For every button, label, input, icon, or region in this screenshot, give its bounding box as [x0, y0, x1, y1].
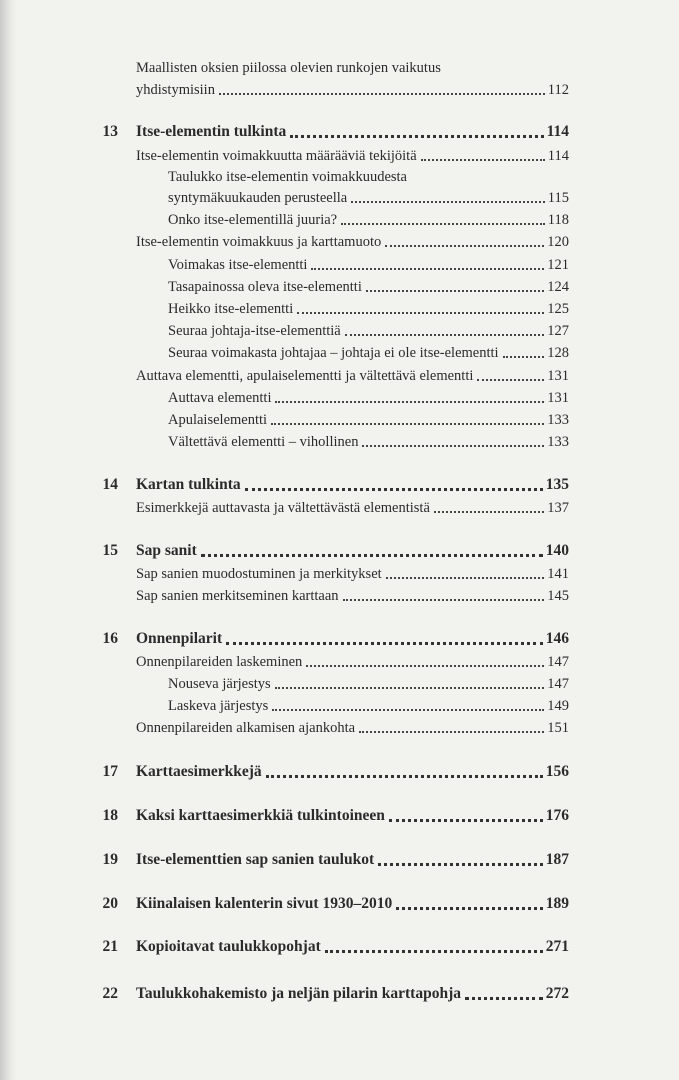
- dot-leader: [421, 145, 545, 161]
- dot-leader: [325, 936, 543, 953]
- page-number: 133: [547, 434, 569, 450]
- dot-leader: [359, 717, 544, 733]
- dot-leader: [351, 187, 545, 203]
- toc-chapter: [102, 121, 569, 143]
- chapter-title: Sap sanit: [136, 542, 197, 559]
- dot-leader: [396, 893, 543, 910]
- toc-subentry: Seuraa johtaja-itse-elementtiä 127: [168, 320, 569, 342]
- page-number: 131: [547, 368, 569, 384]
- toc-subentry: Laskeva järjestys 149: [168, 695, 569, 717]
- chapter-title: Onnenpilarit: [136, 630, 223, 647]
- page-number: 120: [547, 234, 569, 250]
- dot-leader: [266, 761, 543, 778]
- dot-leader: [290, 121, 543, 138]
- chapter-number: 18: [102, 807, 118, 824]
- page-number: 115: [547, 190, 569, 206]
- page-number: 114: [547, 148, 569, 164]
- chapter-title: Itse-elementin tulkinta: [136, 123, 287, 140]
- page-number: 127: [547, 323, 569, 339]
- page-number: 146: [545, 630, 569, 647]
- dot-leader: [386, 563, 545, 579]
- toc-entry: Sap sanien muodostuminen ja merkitykset 141: [136, 563, 569, 585]
- page-number: 147: [547, 676, 569, 692]
- page-number: 135: [545, 476, 569, 493]
- toc-chapter: [102, 983, 569, 1005]
- dot-leader: [272, 695, 544, 711]
- dot-leader: [385, 231, 544, 247]
- dot-leader: [477, 365, 544, 381]
- page-number: 156: [545, 763, 569, 780]
- chapter-number: 19: [102, 851, 118, 868]
- page-number: 114: [546, 123, 569, 140]
- dot-leader: [341, 209, 545, 225]
- dot-leader: [465, 983, 543, 1000]
- page-number: 140: [545, 542, 569, 559]
- chapter-number: 13: [102, 123, 118, 140]
- toc-chapter: [102, 849, 569, 871]
- toc-entry: Esimerkkejä auttavasta ja vältettävästä elementistä 137: [136, 497, 569, 519]
- page-number: 121: [547, 257, 569, 273]
- page-number: 145: [547, 588, 569, 604]
- toc-entry: Sap sanien merkitseminen karttaan 145: [136, 585, 569, 607]
- dot-leader: [311, 254, 544, 270]
- toc-subentry: Apulaiselementti 133: [168, 409, 569, 431]
- dot-leader: [378, 849, 543, 866]
- toc-subentry: Voimakas itse-elementti 121: [168, 254, 569, 276]
- page-number: 149: [547, 698, 569, 714]
- page-number: 271: [545, 938, 569, 955]
- page-number: 125: [547, 301, 569, 317]
- toc-chapter: [102, 761, 569, 783]
- chapter-title: Itse-elementtien sap sanien taulukot: [136, 851, 375, 868]
- toc-subentry: Vältettävä elementti – vihollinen 133: [168, 431, 569, 453]
- chapter-number: 15: [102, 542, 118, 559]
- page-number: 118: [547, 212, 569, 228]
- dot-leader: [201, 540, 543, 557]
- dot-leader: [275, 387, 544, 403]
- chapter-title: Kartan tulkinta: [136, 476, 241, 493]
- toc-subentry: Auttava elementti 131: [168, 387, 569, 409]
- toc-entry: Itse-elementin voimakkuutta määrääviä tekijöitä 114: [136, 145, 569, 167]
- toc-chapter: [102, 805, 569, 827]
- toc-entry: Itse-elementin voimakkuus ja karttamuoto 120: [136, 231, 569, 253]
- chapter-number: 22: [102, 985, 118, 1002]
- dot-leader: [389, 805, 543, 822]
- dot-leader: [345, 320, 545, 336]
- dot-leader: [297, 298, 544, 314]
- toc-subentry: Nouseva järjestys 147: [168, 673, 569, 695]
- toc-chapter: [102, 540, 569, 562]
- toc-entry: Onnenpilareiden alkamisen ajankohta 151: [136, 717, 569, 739]
- page-number: 131: [547, 390, 569, 406]
- toc-entry: Onnenpilareiden laskeminen 147: [136, 651, 569, 673]
- dot-leader: [226, 628, 543, 645]
- toc-subentry: Seuraa voimakasta johtajaa – johtaja ei ole itse-elementti 128: [168, 342, 569, 364]
- toc-subentry: Taulukko itse-elementin voimakkuudesta: [168, 169, 407, 185]
- dot-leader: [434, 497, 544, 513]
- page-number: 112: [547, 82, 569, 98]
- toc-entry: Maallisten oksien piilossa olevien runkojen vaikutus: [136, 60, 441, 76]
- toc-subentry: syntymäkuukauden perusteella 115: [168, 187, 569, 209]
- toc-entry: Auttava elementti, apulaiselementti ja vältettävä elementti 131: [136, 365, 569, 387]
- toc-subentry: Heikko itse-elementti 125: [168, 298, 569, 320]
- toc-chapter: [102, 936, 569, 958]
- page-number: 137: [547, 500, 569, 516]
- dot-leader: [366, 276, 544, 292]
- page-number: 176: [545, 807, 569, 824]
- page-number: 189: [545, 895, 569, 912]
- dot-leader: [343, 585, 545, 601]
- dot-leader: [271, 409, 544, 425]
- toc-subentry: Tasapainossa oleva itse-elementti 124: [168, 276, 569, 298]
- chapter-number: 14: [102, 476, 118, 493]
- chapter-number: 20: [102, 895, 118, 912]
- toc-chapter: [102, 893, 569, 915]
- page-number: 151: [547, 720, 569, 736]
- page-number: 141: [547, 566, 569, 582]
- chapter-title: Kiinalaisen kalenterin sivut 1930–2010: [136, 895, 393, 912]
- page-number: 133: [547, 412, 569, 428]
- chapter-title: Kopioitavat taulukkopohjat: [136, 938, 321, 955]
- dot-leader: [219, 79, 545, 95]
- page-number: 128: [547, 345, 569, 361]
- toc-entry: yhdistymisiin 112: [136, 79, 569, 101]
- chapter-number: 17: [102, 763, 118, 780]
- toc-subentry: Onko itse-elementillä juuria? 118: [168, 209, 569, 231]
- toc-chapter: [102, 628, 569, 650]
- dot-leader: [275, 673, 545, 689]
- dot-leader: [245, 474, 543, 491]
- dot-leader: [362, 431, 544, 447]
- dot-leader: [503, 342, 545, 358]
- page-number: 124: [547, 279, 569, 295]
- chapter-title: Taulukkohakemisto ja neljän pilarin karttapohja: [136, 985, 462, 1002]
- page-number: 272: [545, 985, 569, 1002]
- page-number: 147: [547, 654, 569, 670]
- chapter-title: Karttaesimerkkejä: [136, 763, 262, 780]
- chapter-title: Kaksi karttaesimerkkiä tulkintoineen: [136, 807, 385, 824]
- chapter-number: 16: [102, 630, 118, 647]
- toc-chapter: [102, 474, 569, 496]
- dot-leader: [306, 651, 544, 667]
- page-number: 187: [545, 851, 569, 868]
- chapter-number: 21: [102, 938, 118, 955]
